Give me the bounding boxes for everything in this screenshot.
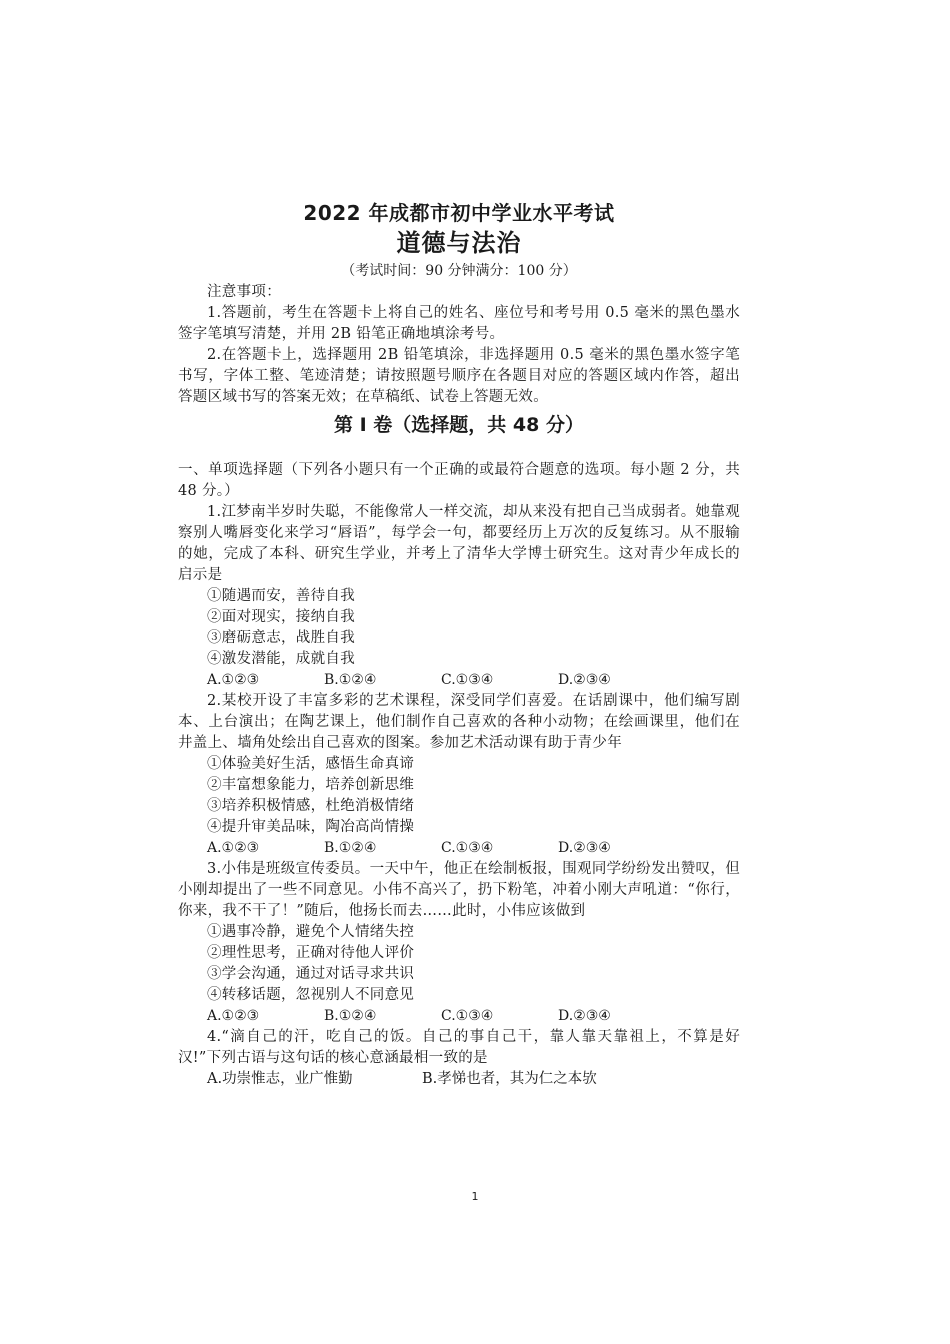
- exam-page: [178, 200, 740, 1090]
- choice-a: A.①②③: [207, 672, 260, 688]
- choice-b: B.①②④: [324, 672, 377, 688]
- choice-c: C.①③④: [441, 840, 494, 856]
- answer-choices: [207, 1006, 740, 1027]
- choice-b: B.①②④: [324, 840, 377, 856]
- exam-title: 2022 年成都市初中学业水平考试: [303, 201, 615, 225]
- choice-c: C.①③④: [441, 672, 494, 688]
- question-option: ①遇事冷静，避免个人情绪失控: [207, 924, 415, 940]
- question-option: ①体验美好生活，感悟生命真谛: [207, 756, 415, 772]
- choice-d: D.②③④: [558, 840, 611, 856]
- question-option: ①随遇而安，善待自我: [207, 588, 355, 604]
- page-number: 1: [471, 1190, 479, 1203]
- question-stem: 1.江梦南半岁时失聪，不能像常人一样交流，却从来没有把自己当成弱者。她靠观察别人嘴唇变化来学习“唇语”，每学会一句，都要经历上万次的反复练习。从不服输的她，完成了本科、研究生学业，并考上了清华大学博士研究生。这对青少年成长的启示是: [178, 504, 740, 583]
- choice-d: D.②③④: [558, 1008, 611, 1024]
- question-option: ④提升审美品味，陶冶高尚情操: [207, 819, 415, 835]
- answer-choices: [207, 1069, 740, 1090]
- question-option: ③磨砺意志，战胜自我: [207, 630, 355, 646]
- question-option: ③学会沟通，通过对话寻求共识: [207, 966, 415, 982]
- question-stem: 2.某校开设了丰富多彩的艺术课程，深受同学们喜爱。在话剧课中，他们编写剧本、上台演出；在陶艺课上，他们制作自己喜欢的各种小动物；在绘画课里，他们在井盖上、墙角处绘出自己喜欢的图案。参加艺术活动课有助于青少年: [178, 693, 740, 751]
- question-option: ②面对现实，接纳自我: [207, 609, 355, 625]
- spacer: [178, 438, 740, 460]
- question-option: ②理性思考，正确对待他人评价: [207, 945, 415, 961]
- question-option: ④转移话题，忽视别人不同意见: [207, 987, 415, 1003]
- choice-b: B.①②④: [324, 1008, 377, 1024]
- choice-a: A.①②③: [207, 840, 260, 856]
- choice-a: A.①②③: [207, 1008, 260, 1024]
- answer-choices: [207, 838, 740, 859]
- choice-a: A.功崇惟志，业广惟勤: [207, 1071, 353, 1087]
- question-option: ④激发潜能，成就自我: [207, 651, 355, 667]
- question-option: ③培养积极情感，杜绝消极情绪: [207, 798, 415, 814]
- choice-d: D.②③④: [558, 672, 611, 688]
- notice-item: 1.答题前，考生在答题卡上将自己的姓名、座位号和考号用 0.5 毫米的黑色墨水签字笔填写清楚，并用 2B 铅笔正确地填涂考号。: [178, 305, 740, 342]
- section-instruction: 一、单项选择题（下列各小题只有一个正确的或最符合题意的选项。每小题 2 分，共 48 分。）: [178, 462, 740, 499]
- exam-info: （考试时间：90 分钟满分：100 分）: [341, 263, 577, 279]
- section-title: 第 I 卷（选择题，共 48 分）: [334, 414, 584, 436]
- question-option: ②丰富想象能力，培养创新思维: [207, 777, 415, 793]
- question-stem: 3.小伟是班级宣传委员。一天中午，他正在绘制板报，围观同学纷纷发出赞叹，但小刚却提出了一些不同意见。小伟不高兴了，扔下粉笔，冲着小刚大声吼道：“你行，你来，我不干了！”随后，他扬长而去……此时，小伟应该做到: [178, 861, 740, 919]
- notice-item: 2.在答题卡上，选择题用 2B 铅笔填涂，非选择题用 0.5 毫米的黑色墨水签字笔书写，字体工整、笔迹清楚；请按照题号顺序在各题目对应的答题区域内作答，超出答题区域书写的答案无效；在草稿纸、试卷上答题无效。: [178, 347, 740, 405]
- answer-choices: [207, 670, 740, 691]
- subject-title: 道德与法治: [396, 229, 522, 257]
- notice-heading: 注意事项：: [207, 284, 281, 300]
- choice-b: B.孝悌也者，其为仁之本欤: [422, 1071, 597, 1087]
- choice-c: C.①③④: [441, 1008, 494, 1024]
- question-stem: 4.“滴自己的汗，吃自己的饭。自己的事自己干，靠人靠天靠祖上，不算是好汉!”下列古语与这句话的核心意涵最相一致的是: [178, 1029, 740, 1066]
